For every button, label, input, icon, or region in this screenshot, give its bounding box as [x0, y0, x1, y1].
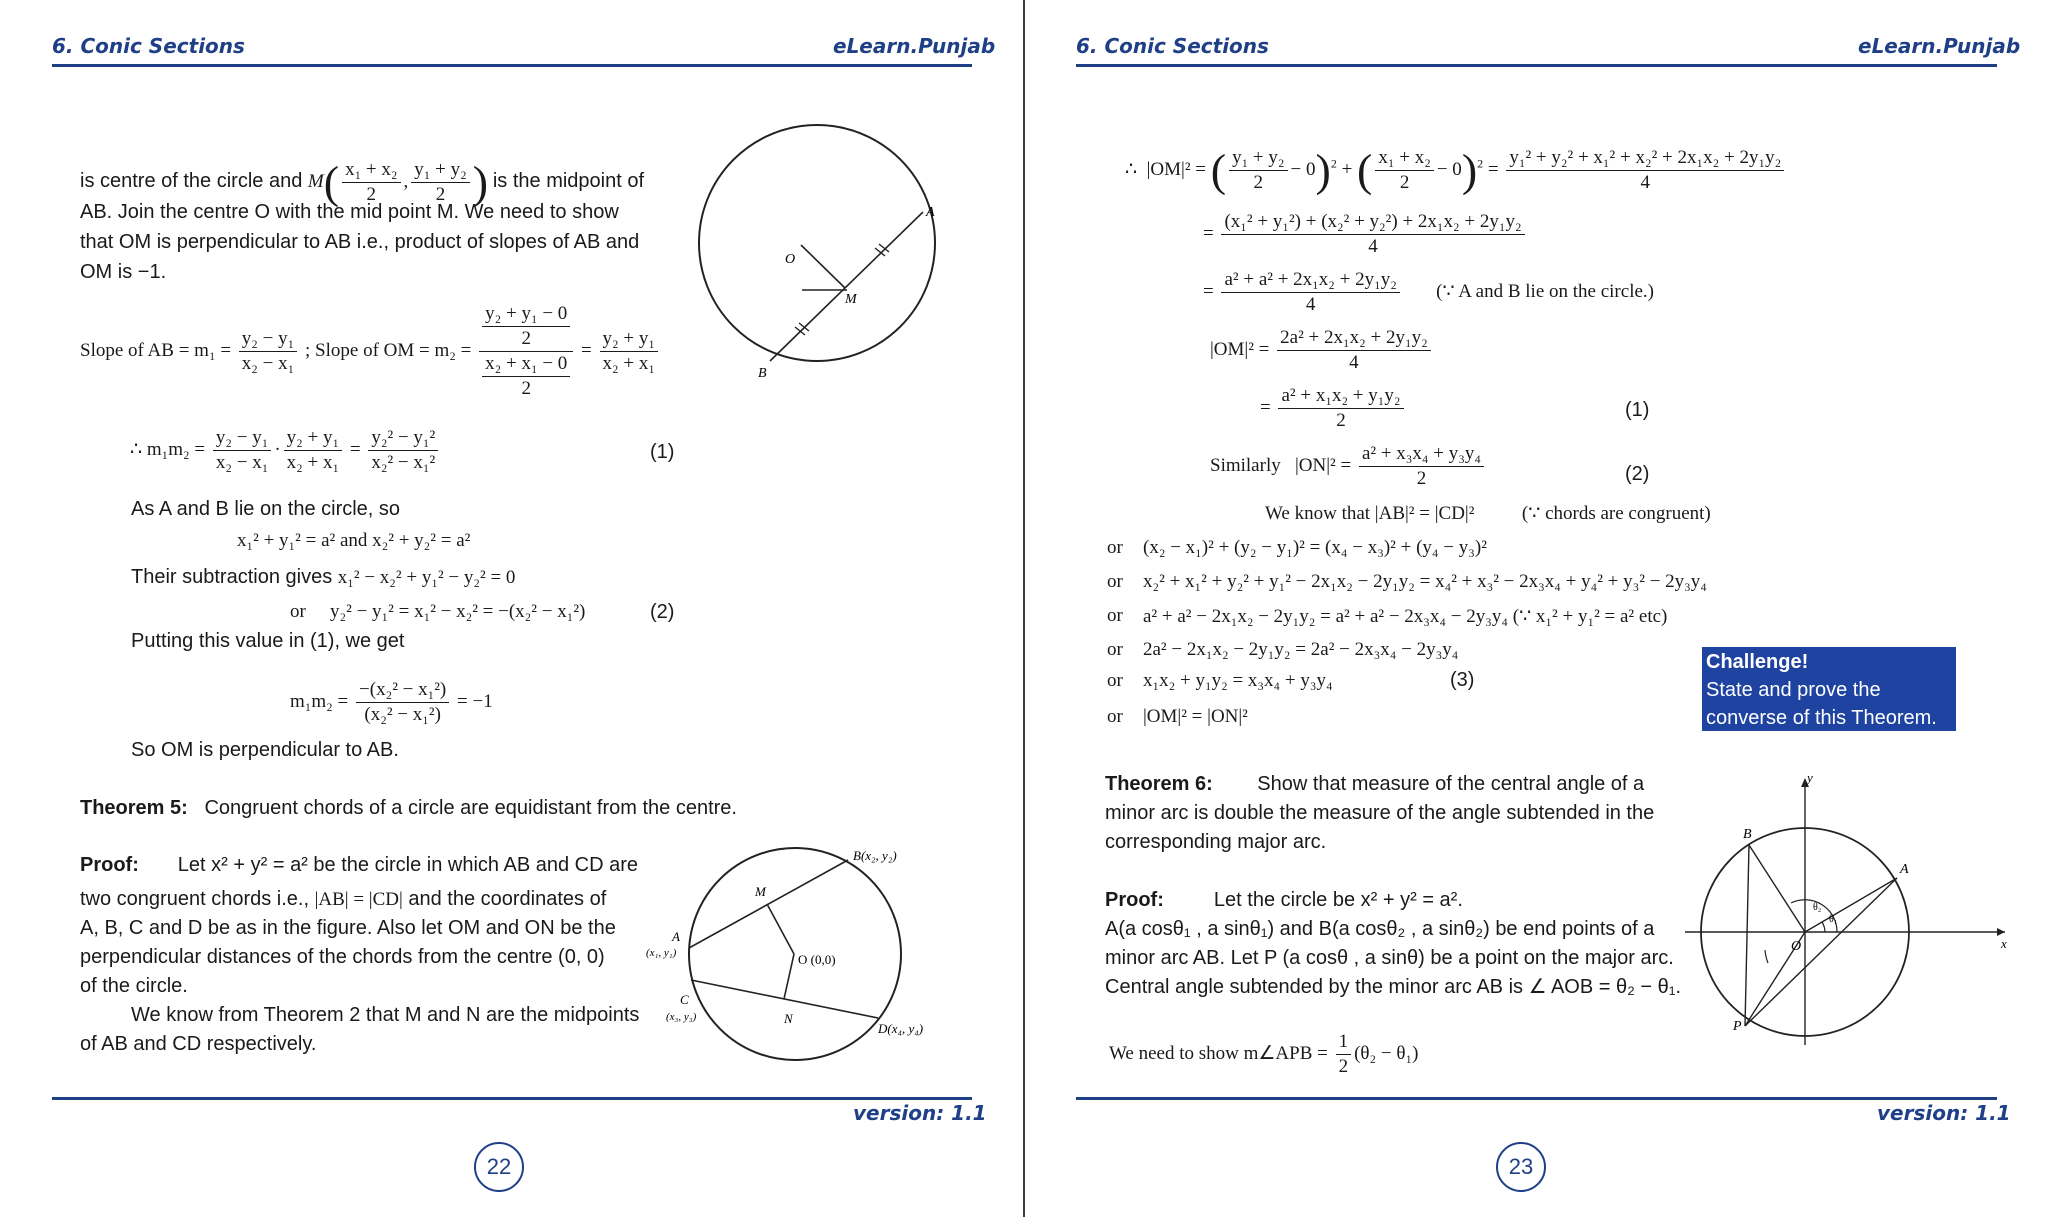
equation-tag: (3)	[1450, 669, 1475, 691]
label-a-coord: (x₁, y₁)	[646, 947, 677, 959]
label-y: y	[1807, 770, 1813, 785]
challenge-text: State and prove the	[1706, 679, 1881, 701]
header-rule	[52, 64, 972, 67]
footer-rule	[52, 1097, 972, 1100]
text: (θ₂ − θ₁)	[1354, 1042, 1419, 1064]
frac-num: a² + x₃x₄ + y₃y₄	[1359, 442, 1484, 467]
angle-arc	[1765, 950, 1768, 963]
para-line: Putting this value in (1), we get	[131, 630, 405, 652]
proof-goal	[1109, 1030, 1418, 1079]
proof-line: minor arc AB. Let P (a cosθ , a sinθ) be a point on the major arc.	[1105, 947, 1674, 969]
frac-num: −(x₂² − x₁²)	[356, 678, 449, 703]
subtraction-result: y₂² − y₁² = x₁² − x₂² = −(x₂² − x₁²)	[330, 601, 586, 622]
para-line	[131, 563, 515, 592]
label-o: O	[785, 252, 796, 267]
proof-line	[1105, 886, 1463, 915]
header-rule	[1076, 64, 1997, 67]
label-theta1: θ₁	[1829, 914, 1838, 925]
frac-den: 4	[1368, 236, 1378, 257]
text: Let x² + y² = a² be the circle in which AB and CD are	[177, 854, 639, 876]
circle-figure-2	[646, 840, 958, 1070]
frac-num: 1	[1336, 1030, 1352, 1055]
label-a: A	[672, 929, 680, 944]
frac-den: 2	[521, 328, 531, 349]
frac-num: y₁² + y₂² + x₁² + x₂² + 2x₁x₂ + 2y₁y₂	[1506, 146, 1784, 171]
challenge-title: Challenge!	[1706, 651, 1809, 673]
chapter-header: 6. Conic Sections	[52, 34, 245, 58]
label-b: B	[1743, 827, 1752, 842]
chord-ab	[770, 212, 923, 361]
frac-den: 2	[1253, 172, 1264, 193]
or-label: or	[1107, 639, 1123, 660]
frac-den: 2	[521, 378, 531, 399]
product-equation	[130, 426, 441, 475]
frac-den: x₂ − x₁	[215, 452, 269, 473]
para-line: As A and B lie on the circle, so	[131, 498, 401, 520]
frac-den: x₂ + x₁	[602, 353, 655, 374]
brand-header: eLearn.Punjab	[833, 34, 996, 58]
frac-num: y₁ + y₂	[1229, 146, 1287, 171]
equation-tag: (1)	[650, 441, 675, 463]
or-label: or	[1107, 605, 1123, 626]
chord-ab	[689, 860, 848, 948]
frac-num: y₂ + y₁	[600, 327, 658, 352]
frac-den: x₂ + x₁	[286, 452, 340, 473]
text: Slope of AB = m₁ =	[80, 339, 232, 361]
text: (∵ chords are congruent)	[1521, 503, 1711, 524]
label-b: B	[758, 366, 767, 381]
frac-num: x₂ + x₁ − 0	[482, 352, 570, 377]
page-number: 22	[474, 1142, 524, 1192]
frac-num: y₂² − y₁²	[368, 426, 438, 451]
label-c-coord: (x₃, y₃)	[666, 1011, 697, 1023]
frac-num: x₁ + x₂	[342, 158, 400, 183]
om-equation-5: = $\frac{\text{a² + x₁x₂ + y₁y₂}}{2}$	[1260, 384, 1407, 433]
text: − 0	[1436, 158, 1462, 180]
version-label: version: 1.1	[1877, 1101, 2011, 1125]
frac-num: y₁ + y₂	[411, 158, 469, 183]
label-x: x	[2001, 936, 2007, 951]
frac-den: 4	[1640, 172, 1651, 193]
footer-rule	[1076, 1097, 1997, 1100]
text: = −1	[457, 690, 493, 712]
label-o: O (0,0)	[798, 952, 836, 967]
page-left	[0, 0, 1023, 1217]
proof-line	[80, 851, 638, 880]
proof-label: Proof:	[1105, 889, 1164, 911]
or-label: or	[1107, 670, 1123, 691]
frac-den: 2	[1336, 410, 1346, 431]
frac-den: 4	[1305, 294, 1316, 315]
para-line: AB. Join the centre O with the mid point M. We need to show	[80, 201, 619, 223]
chord-step-5: x₁x₂ + y₁y₂ = x₃x₄ + y₃y₄	[1143, 670, 1333, 691]
brand-header: eLearn.Punjab	[1858, 34, 2021, 58]
segment-om	[801, 245, 845, 288]
chord-step-6: |OM|² = |ON|²	[1143, 706, 1248, 727]
circle-equations: x₁² + y₁² = a² and x₂² + y₂² = a²	[237, 530, 471, 551]
frac-den: (x₂² − x₁²)	[364, 704, 441, 725]
proof-line: A(a cosθ₁ , a sinθ₁) and B(a cosθ₂ , a sinθ₂) be end points of a	[1105, 918, 1655, 940]
chapter-header: 6. Conic Sections	[1076, 34, 1269, 58]
label-c: C	[680, 992, 689, 1007]
para-line: So OM is perpendicular to AB.	[131, 739, 399, 761]
text: and the coordinates of	[408, 888, 607, 910]
frac-num: y₂ + y₁ − 0	[482, 302, 570, 327]
text: ∴ m₁m₂ =	[130, 438, 206, 460]
text: |OM|² =	[1210, 338, 1270, 360]
text: ; Slope of OM = m₂ =	[305, 339, 472, 361]
frac-den: 2	[1338, 1056, 1349, 1077]
math: x₁² − x₂² + y₁² − y₂² = 0	[337, 567, 516, 588]
theorem-6-line: corresponding major arc.	[1105, 831, 1327, 853]
frac-num: 2a² + 2x₁x₂ + 2y₁y₂	[1277, 326, 1431, 351]
frac-num: a² + x₁x₂ + y₁y₂	[1278, 384, 1403, 409]
circle	[699, 125, 935, 361]
frac-den: 2	[435, 184, 446, 205]
label-m: M	[755, 884, 766, 899]
segment-pa	[1745, 878, 1897, 1026]
page-right	[1025, 0, 2048, 1217]
text: is centre of the circle and	[80, 169, 303, 192]
frac-num: y₂ − y₁	[213, 426, 271, 451]
frac-num: y₂ − y₁	[239, 327, 297, 352]
or-label: or	[1107, 571, 1123, 592]
equation-tag: (2)	[650, 601, 675, 623]
para-line: OM is −1.	[80, 261, 167, 283]
version-label: version: 1.1	[853, 1101, 987, 1125]
text: is the midpoint of	[492, 169, 645, 192]
equation-tag: (1)	[1625, 399, 1650, 421]
label-a: A	[926, 205, 935, 220]
midpoint-expr: M( $\frac{\text{x₁ + x₂}}{2}$ , $\frac{\text{y₁ + y₂}}{2}$ )	[307, 156, 489, 208]
theorem-label: Theorem 5:	[80, 797, 188, 819]
proof-line: A, B, C and D be as in the figure. Also let OM and ON be the	[80, 917, 616, 939]
frac-den: x₂² − x₁²	[371, 452, 436, 473]
segment-ob	[1749, 845, 1805, 932]
text: m₁m₂ =	[290, 690, 349, 712]
chord-step-1: (x₂ − x₁)² + (y₂ − y₁)² = (x₄ − x₃)² + (y₄ − y₃)²	[1143, 537, 1487, 558]
segment-om	[767, 904, 794, 954]
math: |AB| = |CD|	[314, 889, 403, 910]
chord-step-2: x₂² + x₁² + y₂² + y₁² − 2x₁x₂ − 2y₁y₂ = x₄² + x₃² − 2x₃x₄ + y₄² + y₃² − 2y₃y₄	[1143, 571, 1707, 592]
text: − 0	[1290, 158, 1316, 180]
challenge-text: converse of this Theorem.	[1706, 707, 1937, 729]
on-equation	[1210, 442, 1487, 491]
proof-line: Central angle subtended by the minor arc AB is ∠ AOB = θ₂ − θ₁.	[1105, 976, 1682, 998]
frac-num: a² + a² + 2x₁x₂ + 2y₁y₂	[1221, 268, 1399, 293]
text: (∵ A and B lie on the circle.)	[1436, 280, 1654, 302]
proof-line: of AB and CD respectively.	[80, 1033, 317, 1055]
theorem-6-line: minor arc is double the measure of the angle subtended in the	[1105, 802, 1655, 824]
or-label: or	[290, 601, 306, 622]
label-d: D(x₄, y₄)	[878, 1021, 924, 1036]
text: M	[307, 170, 324, 192]
text: Show that measure of the central angle of a	[1257, 773, 1645, 795]
label-a: A	[1900, 862, 1909, 877]
label-n: N	[784, 1011, 793, 1026]
frac-num: x₁ + x₂	[1375, 146, 1433, 171]
text: We know that |AB|² = |CD|²	[1265, 503, 1475, 524]
text: =	[581, 339, 592, 361]
frac-den: 2	[366, 184, 377, 205]
angle-arc	[1822, 922, 1825, 932]
proof-line: perpendicular distances of the chords from the centre (0, 0)	[80, 946, 605, 968]
frac-den: 4	[1349, 352, 1359, 373]
text: ∴	[1125, 158, 1138, 180]
label-b: B(x₂, y₂)	[853, 848, 897, 863]
proof-label: Proof:	[80, 854, 139, 876]
label-theta2: θ₂	[1813, 902, 1822, 913]
equation-tag: (2)	[1625, 463, 1650, 485]
text: ·	[274, 438, 281, 460]
chord-step-3: a² + a² − 2x₁x₂ − 2y₁y₂ = a² + a² − 2x₃x₄ − 2y₃y₄ (∵ x₁² + y₁² = a² etc)	[1143, 606, 1668, 627]
para-line: that OM is perpendicular to AB i.e., product of slopes of AB and	[80, 231, 640, 253]
circle-figure-1	[680, 120, 950, 380]
theorem-6-line	[1105, 770, 1644, 799]
text: |OM|² =	[1146, 158, 1206, 180]
text: Let the circle be x² + y² = a².	[1213, 889, 1463, 911]
frac-num: (x₁² + y₁²) + (x₂² + y₂²) + 2x₁x₂ + 2y₁y₂	[1221, 210, 1524, 235]
or-label: or	[1107, 706, 1123, 727]
om-equation-1: ∴ |OM|² = ( $\frac{\text{y₁ + y₂}}{2}$ − 0)$^2$ + ( $\frac{\text{x₁ + x₂}}{2}$ − 0)$^2$ = $\frac{\text{y₁² + y₂² + x₁² + x₂² + 2x₁x₂ + 2y₁y₂}}{4}$	[1125, 146, 1787, 195]
theorem-text: Congruent chords of a circle are equidistant from the centre.	[204, 797, 737, 819]
page-number: 23	[1496, 1142, 1546, 1192]
or-label: or	[1107, 537, 1123, 558]
label-m: M	[845, 292, 857, 307]
text: Similarly	[1210, 454, 1281, 476]
text: |ON|² =	[1294, 454, 1352, 476]
chord-step-4: 2a² − 2x₁x₂ − 2y₁y₂ = 2a² − 2x₃x₄ − 2y₃y₄	[1143, 639, 1459, 660]
theorem-label: Theorem 6:	[1105, 773, 1213, 795]
circle-figure-3	[1685, 770, 2015, 1050]
challenge-box	[1702, 647, 1956, 731]
chords-congruent	[1265, 502, 1711, 525]
text: We need to show m∠APB =	[1109, 1042, 1328, 1064]
segment-on	[784, 954, 794, 999]
proof-line: We know from Theorem 2 that M and N are the midpoints	[131, 1004, 640, 1026]
label-o: O	[1791, 939, 1802, 954]
om-equation-2: = $\frac{\text{(x₁² + y₁²) + (x₂² + y₂²) + 2x₁x₂ + 2y₁y₂}}{4}$	[1203, 210, 1528, 259]
frac-den: x₂ − x₁	[241, 353, 295, 374]
frac-den: 2	[1399, 172, 1410, 193]
slope-equation	[80, 302, 661, 401]
label-p: P	[1733, 1019, 1742, 1034]
proof-line	[80, 885, 606, 914]
om-equation-3: = $\frac{\text{a² + a² + 2x₁x₂ + 2y₁y₂}}{4}$ (∵ A and B lie on the circle.)	[1203, 269, 1654, 315]
text: two congruent chords i.e.,	[80, 888, 310, 910]
text: Their subtraction gives	[131, 566, 333, 588]
proof-line: of the circle.	[80, 975, 188, 997]
x-arrow	[1997, 928, 2005, 936]
theorem-5	[80, 794, 737, 823]
text: =	[349, 438, 361, 460]
frac-den: 2	[1416, 468, 1427, 489]
frac-num: y₂ + y₁	[284, 426, 342, 451]
final-equation	[290, 678, 493, 727]
segment-bp	[1745, 845, 1749, 1026]
om-equation-4	[1210, 326, 1434, 375]
circle	[689, 848, 901, 1060]
